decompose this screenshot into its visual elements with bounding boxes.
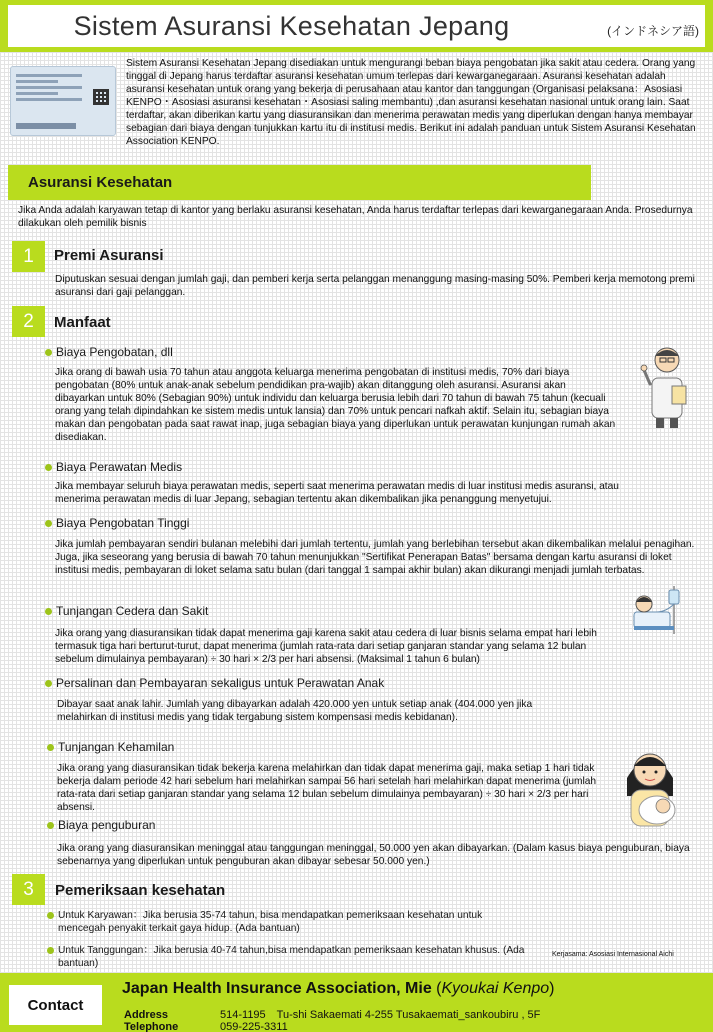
bullet-icon xyxy=(47,947,54,954)
benefit-text: Jika orang yang diasuransikan meninggal atau tanggungan meninggal, 50.000 yen akan dibayarkan. (Dalam kasus biaya penguburan, biaya sebenarnya yang diperlukan untuk penguburan akan dibayar sebesar 50.000 yen.) xyxy=(57,843,690,867)
benefit-text: Jika orang di bawah usia 70 tahun atau anggota keluarga menerima pengobatan di institusi medis, 70% dari biaya pengobatan (80% untuk anak-anak sebelum pendidikan pra-wajib) akan ditanggung oleh asuransi. Asuransi akan dibayarkan untuk 80% (Sebagian 90%) untuk individu dan keluarga berusia lebih dari 70 tahun di bawah 75 tahun (kecuali orang yang telah dipindahkan ke sistem medis untuk lansia) dan 70% untuk pencari nafkah aktif. Selain itu, sebagian biaya makan dan pengobatan pada saat rawat inap, juga sebagian biaya yang diperlukan untuk perawatan kunjungan rumah akan disediakan. xyxy=(55,367,616,443)
benefit-text: Jika jumlah pembayaran sendiri bulanan melebihi dari jumlah tertentu, jumlah yang berlebihan tersebut akan dikembalikan melalui penagihan. Juga, jika seseorang yang berusia di bawah 70 tahun menunjukkan "Sertifikat Penerapan Batas" bersama dengan kartu asuransi di loket institusi medis, pembayaran di loket selama satu bulan (dari tanggal 1 sampai akhir bulan) akan dikurangi menjadi jumlah terbatas. xyxy=(55,539,695,576)
address-label: Address xyxy=(124,1009,169,1021)
bullet-icon xyxy=(45,349,52,356)
part1-title: Premi Asuransi xyxy=(54,247,164,264)
footer xyxy=(0,973,713,1032)
card-line xyxy=(16,92,58,95)
doctor-icon xyxy=(636,340,696,432)
contact-label: Contact xyxy=(9,985,102,1025)
bullet-icon xyxy=(47,822,54,829)
checkup-item: Untuk Karyawan：Jika berusia 35-74 tahun, bisa mendapatkan pemeriksaan kesehatan untuk mencegah penyakit terkait gaya hidup. (Ada bantuan) xyxy=(47,909,517,935)
benefit-text: Jika orang yang diasuransikan tidak bekerja karena melahirkan dan tidak dapat menerima gaji, maka setiap 1 hari tidak bekerja dalam periode 42 hari sebelum hari melahirkan sampai 56 hari setelah hari melahirkan dapat menerima (jumlah rata-rata dari setiap ganjaran standar yang selama 12 bulan sebelum dimulainya pembayaran) ÷ 30 hari × 2/3 per hari absensi. xyxy=(57,763,597,813)
page-title: Sistem Asuransi Kesehatan Jepang xyxy=(73,10,510,41)
language-tag: (インドネシア語) xyxy=(607,24,699,38)
patient-bed-icon xyxy=(630,582,686,638)
card-line xyxy=(16,74,82,77)
intro-text: Sistem Asuransi Kesehatan Jepang disediakan untuk mengurangi beban biaya pengobatan jika sakit atau cedera. Orang yang tinggal di Jepang harus terdaftar asuransi kesehatan umum terlepas dari kewarganegaraan. Asuransi kesehatan adalah asuransi kesehatan untuk orang yang bekerja di perusahaan atau kantor dan tanggungan (Organisasi pelaksana：Asosiasi KENPO・Asosiasi asuransi kesehatan・Asosiasi saling membantu) ,dan asuransi kesehatan nasional untuk orang lain. Saat terdaftar, akan diberikan kartu yang diasuransikan dan menerima perawatan medis yang diperlukan dengan hanya membayar sebagian dari biaya dengan tunjukkan kartu itu di institusi medis. Berikut ini adalah panduan untuk Sistem Asuransi Kesehatan Association KENPO. xyxy=(126,58,696,147)
insurance-card-image xyxy=(10,66,116,136)
address-value: 514-1195 Tu-shi Sakaemati 4-255 Tusakaemati_sankoubiru , 5F xyxy=(220,1009,541,1021)
number-badge-3: 3 xyxy=(12,874,45,905)
title-bar xyxy=(0,0,713,52)
part1-text: Diputuskan sesuai dengan jumlah gaji, dan pemberi kerja serta pelanggan menanggung masing-masing 50%. Pemberi kerja memotong premi asuransi dari gaji pelanggan. xyxy=(55,274,695,298)
benefit-heading: Tunjangan Cedera dan Sakit xyxy=(45,604,208,618)
number-badge-2: 2 xyxy=(12,306,45,337)
number-badge-1: 1 xyxy=(12,241,45,272)
qr-code-icon xyxy=(93,89,109,105)
checkup-item: Untuk Tanggungan：Jika berusia 40-74 tahun,bisa mendapatkan pemeriksaan kesehatan khusus. (Ada bantuan) xyxy=(47,944,537,970)
section-title: Asuransi Kesehatan xyxy=(28,174,173,191)
section-description: Jika Anda adalah karyawan tetap di kantor yang berlaku asuransi kesehatan, Anda harus terdaftar terlepas dari kewarganegaraan Anda. Prosedurnya dilakukan oleh pemilik bisnis xyxy=(18,205,693,229)
benefit-heading: Persalinan dan Pembayaran sekaligus untuk Perawatan Anak xyxy=(45,676,384,690)
card-line xyxy=(16,80,58,83)
bullet-icon xyxy=(45,520,52,527)
credit-text: Kerjasama: Asosiasi Internasional Aichi xyxy=(552,951,674,958)
section-header xyxy=(8,165,591,200)
title-panel xyxy=(8,5,705,47)
part2-title: Manfaat xyxy=(54,314,111,331)
organization-name: Japan Health Insurance Association, Mie (Kyoukai Kenpo) xyxy=(122,980,555,997)
benefit-heading: Tunjangan Kehamilan xyxy=(47,740,174,754)
part3-title: Pemeriksaan kesehatan xyxy=(55,882,226,899)
card-line xyxy=(16,98,82,101)
phone-value: 059-225-3311 xyxy=(220,1021,288,1032)
benefit-heading: Biaya Pengobatan, dll xyxy=(45,345,173,359)
card-strip xyxy=(16,123,76,129)
benefit-text: Jika orang yang diasuransikan tidak dapat menerima gaji karena sakit atau cedera di luar bisnis selama empat hari lebih termasuk tiga hari berturut-turut, dapat menerima (jumlah rata-rata dari setiap ganjaran standar yang selama 12 bulan sebelum dimulainya pembayaran) ÷ 30 hari × 2/3 per hari absensi. (Maksimal 1 tahun 6 bulan) xyxy=(55,628,597,665)
bullet-icon xyxy=(45,680,52,687)
address-row xyxy=(124,1006,540,1022)
benefit-heading: Biaya penguburan xyxy=(47,818,155,832)
benefit-text: Dibayar saat anak lahir. Jumlah yang dibayarkan adalah 420.000 yen untuk setiap anak (404.000 yen jika melahirkan di institusi medis yang tidak tergabung sistem kompensasi medis kebidanan). xyxy=(57,699,533,723)
bullet-icon xyxy=(47,912,54,919)
benefit-heading: Biaya Pengobatan Tinggi xyxy=(45,516,189,530)
phone-row xyxy=(124,1021,288,1032)
bullet-icon xyxy=(45,608,52,615)
bullet-icon xyxy=(47,744,54,751)
bullet-icon xyxy=(45,464,52,471)
phone-label: Telephone xyxy=(124,1021,179,1032)
benefit-text: Jika membayar seluruh biaya perawatan medis, seperti saat menerima perawatan medis di luar institusi medis asuransi, atau menerima perawatan medis di luar Jepang, sebagian tertentu akan dikembalikan jika penanggung menyetujui. xyxy=(55,481,619,505)
mother-baby-icon xyxy=(617,738,683,830)
benefit-heading: Biaya Perawatan Medis xyxy=(45,460,182,474)
card-line xyxy=(16,86,82,89)
